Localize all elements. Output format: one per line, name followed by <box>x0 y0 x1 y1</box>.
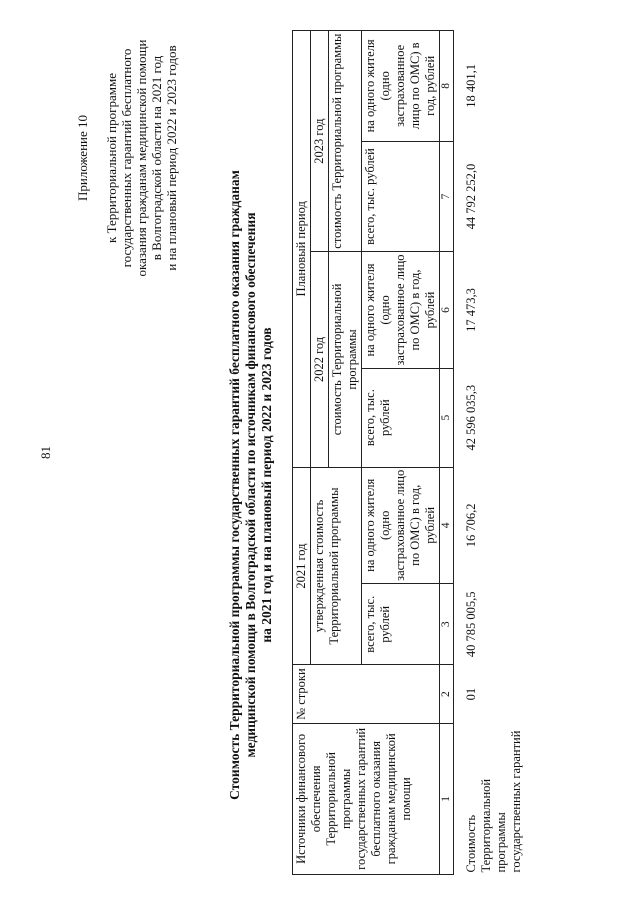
column-number: 5 <box>440 368 454 467</box>
header-per-capita: на одного жителя (одно застрахованное лицо по ОМС) в год, рублей <box>362 252 440 368</box>
header-row-no: № строки <box>293 665 440 723</box>
document-title <box>227 125 275 845</box>
header-cost-2023: стоимость Территориальной программы <box>329 31 362 252</box>
cell-per-capita-2022: 17 473,3 <box>464 288 478 332</box>
cell-per-capita-2021: 16 706,2 <box>464 503 478 548</box>
column-number: 1 <box>440 723 454 874</box>
column-number: 7 <box>440 141 454 252</box>
column-number: 8 <box>440 31 454 142</box>
header-per-capita: на одного жителя (одно застрахованное лицо по ОМС) в год, рублей <box>362 31 440 142</box>
column-number: 3 <box>440 584 454 665</box>
header-total: всего, тыс. рублей <box>362 368 440 467</box>
appendix-line: оказания гражданам медицинской помощи <box>134 39 149 277</box>
appendix-title: Приложение 10 <box>75 114 90 202</box>
row-name: Стоимость Территориальной программы государственных гарантий <box>464 730 523 873</box>
title-line: медицинской помощи в Волгоградской области по источникам финансового обеспечения <box>243 212 258 758</box>
header-total: всего, тыс. рублей <box>362 584 440 665</box>
cell-total-2022: 42 596 035,3 <box>464 384 478 451</box>
title-line: на 2021 год и на плановый период 2022 и 2023 годов <box>259 327 274 643</box>
header-total: всего, тыс. рублей <box>362 141 440 252</box>
column-number: 6 <box>440 252 454 368</box>
header-2021: 2021 год <box>293 467 311 665</box>
cell-per-capita-2023: 18 401,1 <box>464 63 478 108</box>
appendix-line: государственных гарантий бесплатного <box>119 48 134 268</box>
row-number: 01 <box>464 687 478 701</box>
column-number: 4 <box>440 467 454 583</box>
cost-table <box>292 30 525 875</box>
appendix-line: в Волгоградской области на 2021 год <box>149 55 164 261</box>
appendix-line: и на плановый период 2022 и 2023 годов <box>164 45 179 271</box>
table-row <box>454 31 526 875</box>
cell-total-2021: 40 785 005,5 <box>464 591 478 658</box>
header-approved-cost: утвержденная стоимость Территориальной программы <box>311 467 362 665</box>
title-line: Стоимость Территориальной программы государственных гарантий бесплатного оказания гражданам <box>227 170 242 800</box>
header-per-capita: на одного жителя (одно застрахованное лицо по ОМС) в год, рублей <box>362 467 440 583</box>
header-planned-period: Плановый период <box>293 31 311 468</box>
header-cost-2022: стоимость Территориальной программы <box>329 252 362 467</box>
cell-total-2023: 44 792 252,0 <box>464 163 478 230</box>
header-2022: 2022 год <box>311 252 329 467</box>
appendix-line: к Территориальной программе <box>104 73 119 243</box>
appendix-block <box>75 3 179 313</box>
column-number: 2 <box>440 665 454 723</box>
header-2023: 2023 год <box>311 31 329 252</box>
header-source: Источники финансового обеспечения Территориальной программы государственных гарантий бесплатного оказания гражданам медицинской помощи <box>293 723 440 874</box>
page-number: 81 <box>38 446 53 459</box>
